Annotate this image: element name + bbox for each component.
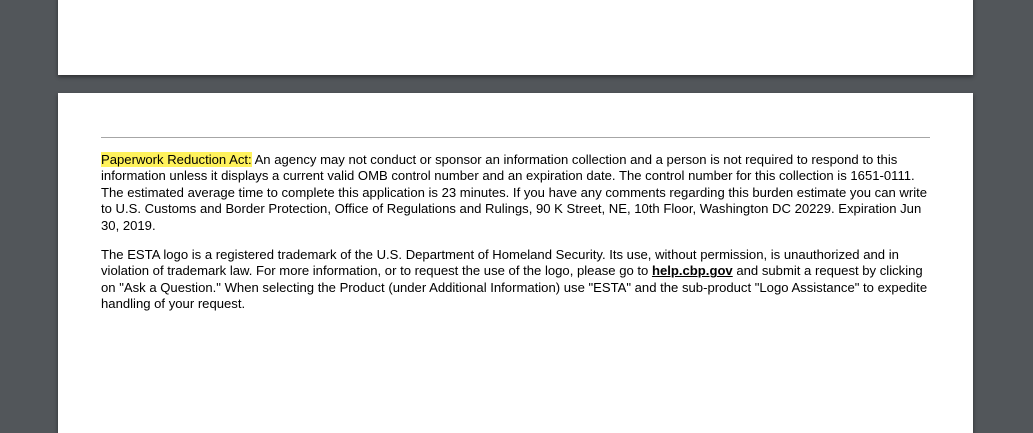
paperwork-reduction-paragraph xyxy=(101,152,930,234)
paperwork-reduction-text: An agency may not conduct or sponsor an information collection and a person is not required to respond to this information unless it displays a current valid OMB control number and an expiration date. The control number for this collection is 1651-0111. The estimated average time to complete this application is 23 minutes. If you have any comments regarding this burden estimate you can write to U.S. Customs and Border Protection, Office of Regulations and Rulings, 90 K Street, NE, 10th Floor, Washington DC 20229. Expiration Jun 30, 2019. xyxy=(101,152,928,233)
trademark-text-after: and submit a request by clicking on "Ask a Question." When selecting the Product (under Additional Information) use "ESTA" and the sub-product "Logo Assistance" to expedite handling of your request. xyxy=(101,263,928,312)
page-content xyxy=(101,152,930,326)
document-page xyxy=(58,93,973,433)
trademark-text-before: The ESTA logo is a registered trademark of the U.S. Department of Homeland Security. Its use, without permission, is unauthorized and in violation of trademark law. For more information, or to request the use of the logo, please go to xyxy=(101,247,899,279)
help-cbp-link[interactable]: help.cbp.gov xyxy=(651,263,733,279)
trademark-paragraph xyxy=(101,247,930,313)
previous-page xyxy=(58,0,973,75)
paperwork-reduction-heading: Paperwork Reduction Act: xyxy=(101,152,252,167)
horizontal-rule xyxy=(101,137,930,138)
